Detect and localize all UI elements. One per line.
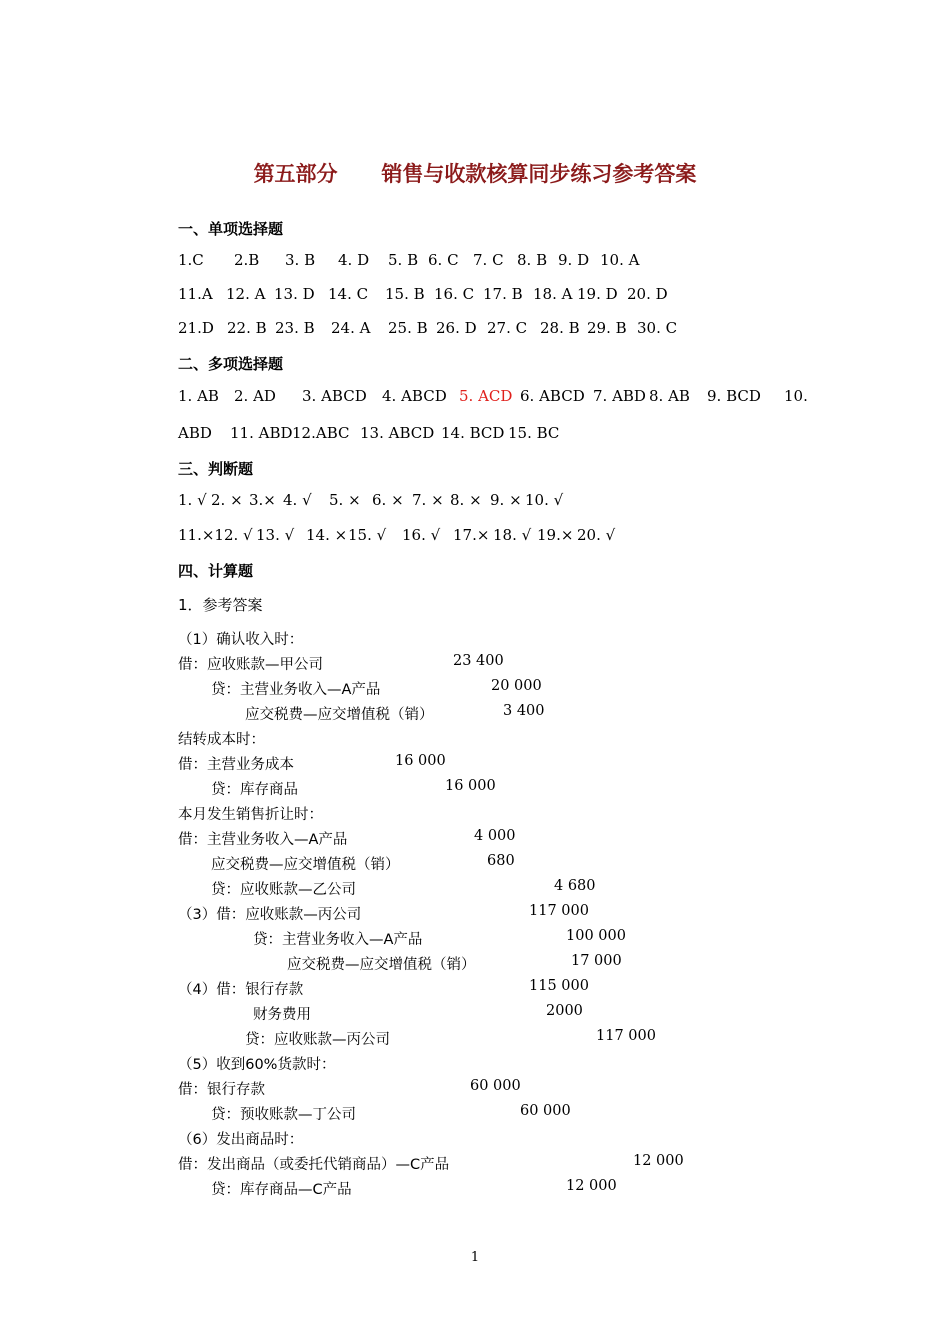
answer-item: 13. D bbox=[274, 285, 315, 303]
section-heading-true-false: 三、判断题 bbox=[178, 460, 254, 478]
answer-item: 17.× bbox=[453, 526, 490, 544]
document-title: 第五部分 销售与收款核算同步练习参考答案 bbox=[253, 162, 697, 186]
answer-item: 10. bbox=[784, 387, 808, 405]
answer-item: 18. √ bbox=[493, 526, 532, 544]
journal-amount: 12 000 bbox=[566, 1178, 617, 1194]
answer-item: 12. A bbox=[226, 285, 266, 303]
journal-amount: 2000 bbox=[546, 1003, 583, 1019]
journal-text: 贷：主营业务收入—A产品 bbox=[211, 682, 381, 698]
answer-item: 2.B bbox=[234, 251, 260, 269]
journal-text: 贷：预收账款—丁公司 bbox=[211, 1107, 356, 1123]
answer-item: 7. × bbox=[412, 491, 444, 509]
answer-item: 15. BC bbox=[508, 424, 560, 442]
journal-text: （5）收到60%货款时： bbox=[178, 1057, 336, 1073]
journal-amount: 12 000 bbox=[633, 1153, 684, 1169]
answer-item: 20. √ bbox=[577, 526, 616, 544]
journal-amount: 117 000 bbox=[529, 903, 589, 919]
journal-text: 借：应收账款—甲公司 bbox=[178, 657, 323, 673]
answer-item: 26. D bbox=[436, 319, 477, 337]
answer-item: 9. × bbox=[490, 491, 522, 509]
answer-row-single-1 bbox=[178, 251, 639, 269]
answer-item: 22. B bbox=[227, 319, 267, 337]
answer-item: 8. × bbox=[450, 491, 482, 509]
journal-amount: 680 bbox=[487, 853, 515, 869]
answer-item: 8. B bbox=[517, 251, 548, 269]
journal-amount: 60 000 bbox=[470, 1078, 521, 1094]
journal-text: 借：银行存款 bbox=[178, 1082, 265, 1098]
answer-item: 13. ABCD bbox=[360, 424, 435, 442]
answer-item: 27. C bbox=[487, 319, 528, 337]
answer-item: 10. A bbox=[600, 251, 640, 269]
answer-item: 5. × bbox=[329, 491, 361, 509]
section-heading-single-choice: 一、单项选择题 bbox=[178, 220, 284, 238]
answer-item: 2. × bbox=[211, 491, 243, 509]
journal-amount: 16 000 bbox=[395, 753, 446, 769]
journal-text: （3）借：应收账款—丙公司 bbox=[178, 907, 362, 923]
journal-amount: 4 680 bbox=[554, 878, 596, 894]
answer-item: 1. AB bbox=[178, 387, 219, 405]
answer-row-single-3 bbox=[178, 319, 677, 337]
answer-item: 7. C bbox=[473, 251, 504, 269]
section-heading-multiple-choice: 二、多项选择题 bbox=[178, 355, 284, 373]
answer-item: 10. √ bbox=[525, 491, 564, 509]
journal-text: 结转成本时： bbox=[178, 732, 265, 748]
answer-item: 1. √ bbox=[178, 491, 207, 509]
journal-text: 应交税费—应交增值税（销） bbox=[287, 957, 476, 973]
answer-item: 6. C bbox=[428, 251, 459, 269]
journal-text: 财务费用 bbox=[253, 1007, 311, 1023]
answer-item: 7. ABD bbox=[593, 387, 646, 405]
answer-item: 8. AB bbox=[649, 387, 690, 405]
answer-item: 4. √ bbox=[283, 491, 312, 509]
journal-amount: 117 000 bbox=[596, 1028, 656, 1044]
answer-item: 18. A bbox=[533, 285, 573, 303]
journal-text: 贷：库存商品 bbox=[211, 782, 298, 798]
journal-text: 借：主营业务收入—A产品 bbox=[178, 832, 348, 848]
journal-text: 贷：主营业务收入—A产品 bbox=[253, 932, 423, 948]
answer-item: 9. BCD bbox=[707, 387, 761, 405]
journal-text: 借：主营业务成本 bbox=[178, 757, 294, 773]
journal-text: （6）发出商品时： bbox=[178, 1132, 304, 1148]
answer-item: 3. ABCD bbox=[302, 387, 367, 405]
journal-amount: 100 000 bbox=[566, 928, 626, 944]
journal-text: （1）确认收入时： bbox=[178, 632, 304, 648]
journal-text: 应交税费—应交增值税（销） bbox=[245, 707, 434, 723]
answer-item: 5. B bbox=[388, 251, 419, 269]
journal-amount: 16 000 bbox=[445, 778, 496, 794]
journal-amount: 60 000 bbox=[520, 1103, 571, 1119]
answer-item: 21.D bbox=[178, 319, 214, 337]
page-number: 1 bbox=[470, 1250, 480, 1265]
answer-item: 20. D bbox=[627, 285, 668, 303]
answer-item: 16. C bbox=[434, 285, 475, 303]
answer-item: 15. B bbox=[385, 285, 425, 303]
answer-item: 6. × bbox=[372, 491, 404, 509]
journal-text: 贷：库存商品—C产品 bbox=[211, 1182, 352, 1198]
answer-item: 23. B bbox=[275, 319, 315, 337]
answer-item: 2. AD bbox=[234, 387, 276, 405]
answer-item: 4. ABCD bbox=[382, 387, 447, 405]
journal-text: 贷：应收账款—乙公司 bbox=[211, 882, 356, 898]
answer-item: 28. B bbox=[540, 319, 580, 337]
answer-item: 19. D bbox=[577, 285, 618, 303]
journal-amount: 4 000 bbox=[474, 828, 516, 844]
answer-item: 14. C bbox=[328, 285, 369, 303]
journal-amount: 17 000 bbox=[571, 953, 622, 969]
journal-text: 贷：应收账款—丙公司 bbox=[245, 1032, 390, 1048]
answer-item: 30. C bbox=[637, 319, 678, 337]
journal-amount: 115 000 bbox=[529, 978, 589, 994]
journal-text: 应交税费—应交增值税（销） bbox=[211, 857, 400, 873]
answer-item: 24. A bbox=[331, 319, 371, 337]
journal-text: 借：发出商品（或委托代销商品）—C产品 bbox=[178, 1157, 450, 1173]
answer-item-highlighted: 5. ACD bbox=[459, 387, 513, 405]
answer-row-multiple-2 bbox=[178, 424, 559, 442]
answer-item: 19.× bbox=[537, 526, 574, 544]
answer-item: 16. √ bbox=[402, 526, 441, 544]
answer-row-multiple-1 bbox=[178, 387, 808, 405]
answer-item: 25. B bbox=[388, 319, 428, 337]
answer-item: 1.C bbox=[178, 251, 204, 269]
section-heading-calculation: 四、计算题 bbox=[178, 562, 254, 580]
journal-text: （4）借：银行存款 bbox=[178, 982, 304, 998]
answer-row-true-false-1 bbox=[178, 491, 563, 509]
answer-row-single-2 bbox=[178, 285, 668, 303]
answer-item: 3.× bbox=[249, 491, 276, 509]
answer-item: 11.A bbox=[178, 285, 213, 303]
answer-item: 15. √ bbox=[348, 526, 387, 544]
journal-text: 本月发生销售折让时： bbox=[178, 807, 323, 823]
answer-item: 29. B bbox=[587, 319, 627, 337]
answer-item: 9. D bbox=[558, 251, 590, 269]
journal-amount: 3 400 bbox=[503, 703, 545, 719]
answer-item: 11.×12. √ bbox=[178, 526, 253, 544]
subheading-reference-answer: 1．参考答案 bbox=[178, 596, 263, 614]
answer-item: 3. B bbox=[285, 251, 316, 269]
answer-item: 11. ABD bbox=[230, 424, 293, 442]
answer-item: 17. B bbox=[483, 285, 523, 303]
answer-item: 4. D bbox=[338, 251, 370, 269]
journal-amount: 20 000 bbox=[491, 678, 542, 694]
answer-item: 14. BCD bbox=[441, 424, 505, 442]
answer-item: 12.ABC bbox=[292, 424, 350, 442]
answer-item: 13. √ bbox=[256, 526, 295, 544]
journal-amount: 23 400 bbox=[453, 653, 504, 669]
answer-row-true-false-2 bbox=[178, 526, 615, 544]
answer-item: 6. ABCD bbox=[520, 387, 585, 405]
answer-item: ABD bbox=[178, 424, 212, 442]
answer-item: 14. × bbox=[306, 526, 348, 544]
